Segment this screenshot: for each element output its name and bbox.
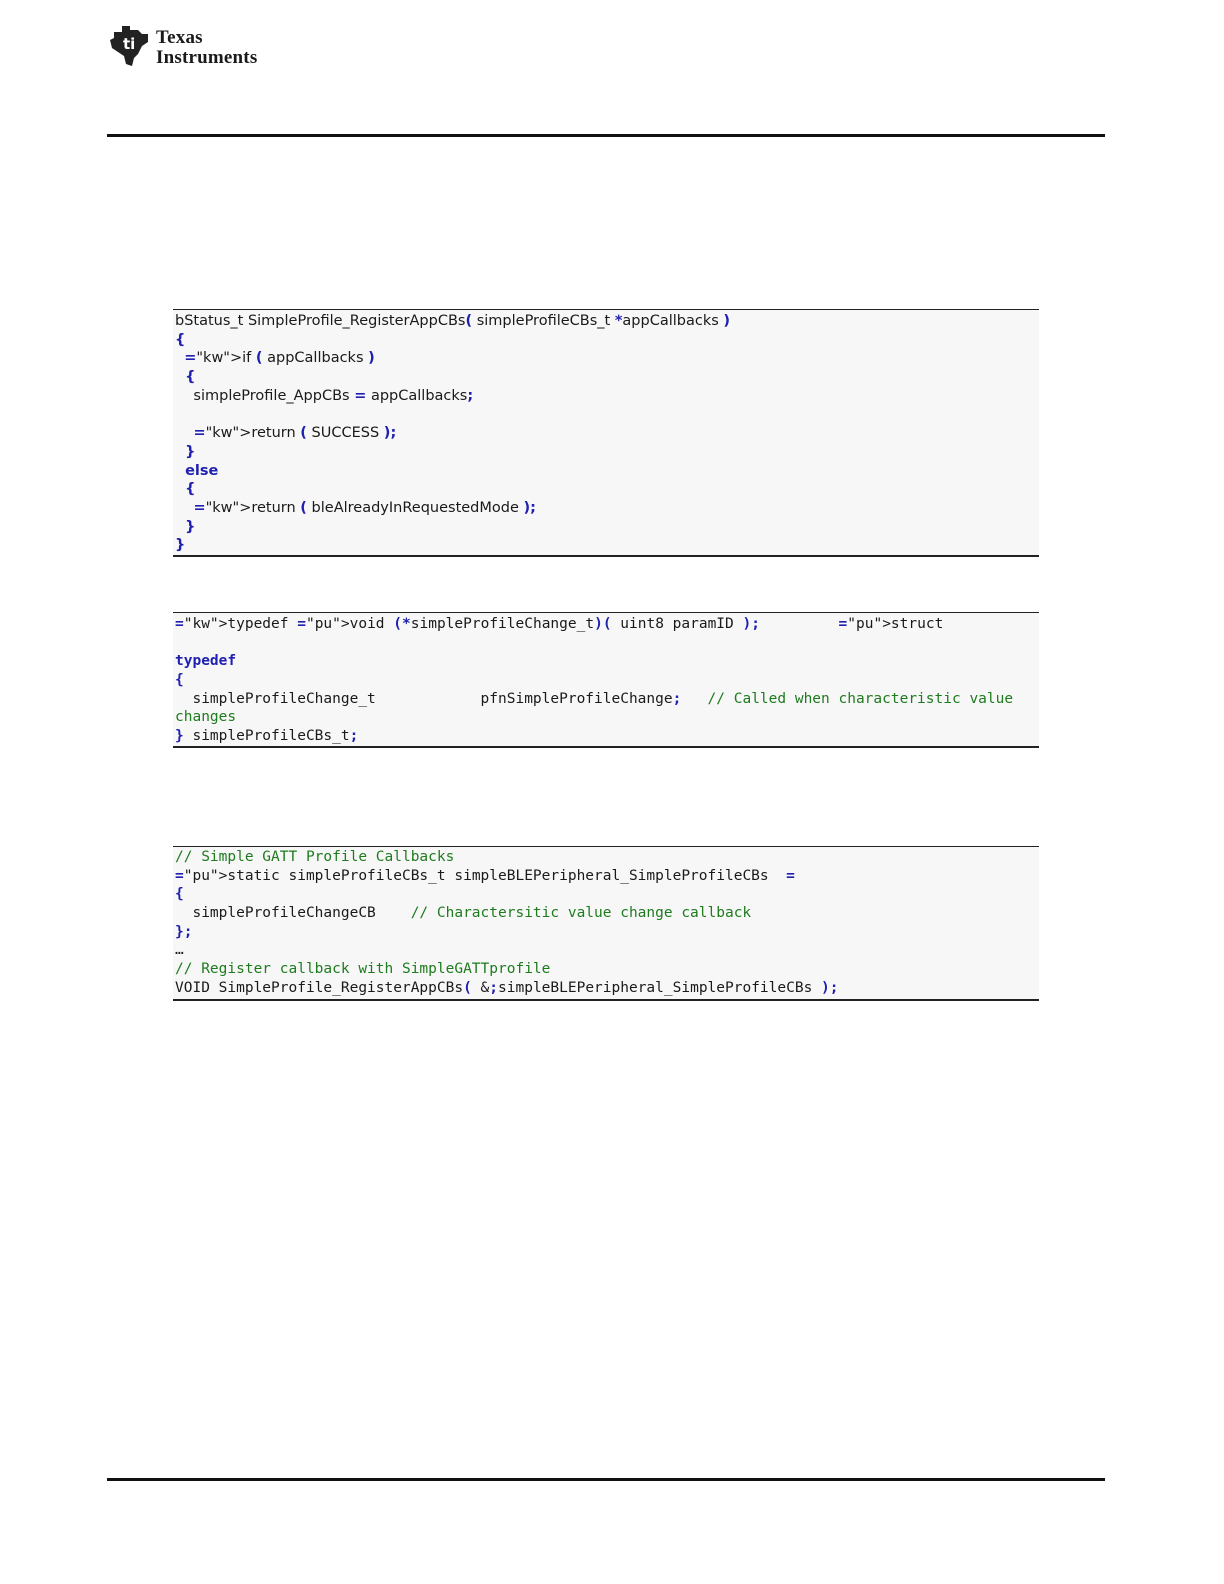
code-line: } (175, 518, 196, 535)
code-line: { (175, 369, 196, 386)
code-line: { (175, 886, 184, 903)
code-block-callback-registration (173, 846, 1039, 1001)
code-line: ="kw">typedef ="pu">void (*simpleProfileChange_t)( uint8 paramID ); ="pu">struct (175, 616, 944, 632)
code-line: { (175, 481, 196, 498)
code-line: }; (175, 923, 193, 940)
code-line: typedef (175, 653, 237, 670)
code-line: { (175, 672, 184, 689)
code-line: VOID SimpleProfile_RegisterAppCBs( &;simpleBLEPeripheral_SimpleProfileCBs ); (175, 979, 839, 996)
code-line: ="pu">static simpleProfileCBs_t simpleBLEPeripheral_SimpleProfileCBs = (175, 867, 795, 884)
code-line: simpleProfile_AppCBs = appCallbacks; (175, 387, 474, 404)
code-line: ="kw">return ( bleAlreadyInRequestedMode ); (193, 499, 536, 516)
code-block-register-app-cbs (173, 309, 1039, 557)
code-line (175, 634, 1035, 653)
logo-line-2: Instruments (156, 47, 258, 68)
code-line: // Simple GATT Profile Callbacks (175, 849, 455, 865)
code-block-callback-typedef (173, 612, 1039, 748)
code-line (175, 405, 1035, 424)
svg-text:ti: ti (123, 35, 136, 53)
code-line: bStatus_t SimpleProfile_RegisterAppCBs( simpleProfileCBs_t *appCallbacks ) (175, 313, 731, 329)
ti-logo (108, 24, 308, 74)
code-line: } (175, 443, 196, 460)
code-line: … (175, 942, 184, 959)
code-line: ="kw">return ( SUCCESS ); (193, 425, 397, 442)
logo-wordmark (156, 28, 257, 68)
code-line: ="kw">if ( appCallbacks ) (184, 350, 375, 367)
code-line: { (175, 331, 186, 348)
code-line: changes (175, 709, 237, 726)
code-line: // Register callback with SimpleGATTprofile (175, 961, 551, 978)
footer-rule (107, 1478, 1105, 1481)
ti-logo-icon (108, 24, 152, 68)
code-line: simpleProfileChange_t pfnSimpleProfileChange; // Called when characteristic value (175, 690, 1014, 707)
code-line: simpleProfileChangeCB // Charactersitic value change callback (175, 905, 752, 922)
code-line: } (175, 537, 186, 554)
code-line: else (175, 462, 219, 479)
code-line: } simpleProfileCBs_t; (175, 728, 359, 745)
header-rule (107, 134, 1105, 137)
logo-line-1: Texas (156, 27, 203, 48)
